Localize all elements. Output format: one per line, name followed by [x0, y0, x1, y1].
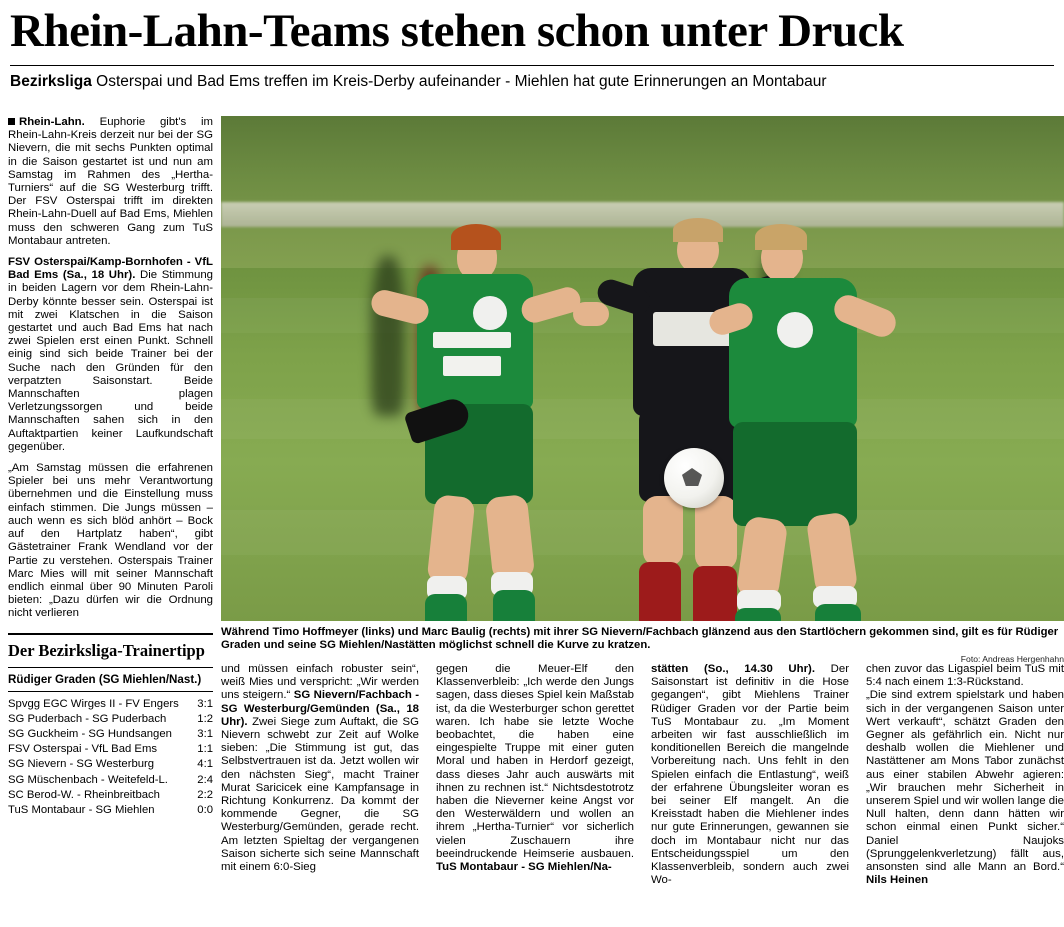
lower-column-1	[221, 663, 419, 887]
match-runin-osterspai: FSV Osterspai/Kamp-Bornhofen - VfL Bad Ems (Sa., 18 Uhr).	[8, 256, 213, 282]
tipp-divider-top	[8, 633, 213, 635]
player-left-hair	[451, 224, 501, 250]
square-bullet-icon	[8, 118, 15, 125]
lower-column-3	[651, 663, 849, 887]
table-row	[8, 727, 213, 742]
player-right-shorts	[733, 422, 857, 526]
article-author: Nils Heinen	[866, 874, 929, 887]
match-score: 4:1	[197, 758, 213, 771]
player-center-leg	[643, 496, 683, 566]
paragraph-quote: „Am Samstag müssen die erfahrenen Spieler bei uns mehr Verantwortung übernehmen und die Einstellung muss einfach stimmen. Die Jungs müssen – auch wenn es sich blöd anhört – Bock auf den Hartplatz haben“, gibt Gästetrainer Frank Wendland vor der Partie zu verstehen. Osterspais Trainer Marc Mies will mit seiner Mannschaft endlich einmal über 90 Minuten Paroli bieten: „Dazu dürfen wir die Ordnung nicht verlieren	[8, 462, 213, 620]
headline-divider	[10, 65, 1054, 66]
lower-c3-text	[651, 663, 849, 887]
tipp-trainer-name: Rüdiger Graden (SG Miehlen/Nast.)	[8, 672, 202, 686]
table-row	[8, 788, 213, 803]
left-column	[8, 116, 213, 818]
match-label: SC Berod-W. - Rheinbreitbach	[8, 788, 160, 801]
match-label: TuS Montabaur - SG Miehlen	[8, 803, 155, 816]
paragraph-intro-text: Euphorie gibt's im Rhein-Lahn-Kreis derzeit nur bei der SG Nievern, die mit sechs Punkten optimal in die Saison gestartet ist und nun am Samstag im Rahmen des „Hertha-Turniers“ auf die SG Westerburg trifft. Der FSV Osterspai trifft im direkten Rhein-Lahn-Duell auf Bad Ems, Miehlen muss den schweren Gang zum TuS Montabaur antreten.	[8, 116, 213, 247]
player-center-hair	[673, 218, 723, 242]
player-right-sock	[735, 608, 781, 621]
tipp-divider-mid	[8, 667, 213, 668]
player-left-sock	[425, 594, 467, 621]
photo-caption: Während Timo Hoffmeyer (links) und Marc Baulig (rechts) mit ihrer SG Nievern/Fachbach glänzend aus den Startlöchern gekommen sind, gilt es für Rüdiger Graden und seine SG Miehlen/Nastätten möglichst schnell die Kurve zu kratzen.	[221, 626, 1059, 652]
match-label: Spvgg EGC Wirges II - FV Engers	[8, 697, 179, 710]
match-score: 3:1	[197, 727, 213, 740]
match-runin-nievern: SG Nievern/Fachbach - SG Westerburg/Gemünden (Sa., 18 Uhr).	[221, 689, 420, 728]
match-runin-montabaur: TuS Montabaur - SG Miehlen/Na-	[436, 861, 612, 874]
page-title: Rhein-Lahn-Teams stehen schon unter Druck	[10, 5, 904, 57]
dateline: Rhein-Lahn.	[19, 116, 85, 128]
tipp-divider-bottom	[8, 691, 213, 692]
table-row	[8, 697, 213, 712]
player-right-badge	[777, 312, 813, 348]
table-row	[8, 757, 213, 772]
match-label: SG Müschenbach - Weitefeld-L.	[8, 773, 168, 786]
paragraph-osterspai	[8, 256, 213, 454]
lower-c3-part1: Der Saisonstart ist definitiv in die Hose gegangen“, gibt Miehlens Trainer Rüdiger Graden vor der Partie beim TuS Montabaur zu. „Im Moment arbeiten wir fast ausschließlich im konditionellen Bereich die mangelnde Vorbereitung nach. Uns fehlt in den Spielen einfach die Entlastung“, weiß der erfahrene Übungsleiter woran es bei seiner Elf mangelt. An die Kreisstadt haben die Miehlener indes nur gute Erinnerungen, gewannen sie doch im Montabaur nicht nur das Entscheidungsspiel um den Klassenverbleib, sondern auch zwei Wo-	[651, 663, 849, 887]
table-row	[8, 772, 213, 787]
lower-c4-text	[866, 663, 1064, 689]
player-right-hair	[755, 224, 807, 250]
lower-c1-part1: und müssen einfach robuster sein“, weiß Mies und verspricht: „Wir werden uns steigern.“	[221, 663, 419, 702]
table-row	[8, 712, 213, 727]
lower-column-4	[866, 663, 1064, 887]
match-score: 3:1	[197, 697, 213, 710]
photo-block	[221, 116, 1064, 664]
player-center-sock	[639, 562, 681, 621]
tipp-results-table	[8, 697, 213, 819]
lower-c1-text	[221, 663, 419, 874]
match-score: 1:1	[197, 743, 213, 756]
match-score: 0:0	[197, 803, 213, 816]
match-score: 2:4	[197, 773, 213, 786]
paragraph-osterspai-text: Die Stimmung in beiden Lagern vor dem Rhein-Lahn-Derby könnte besser sein. Osterspai ist mit zwei Klatschen in die Saison gestartet und auch Bad Ems hat nach zwei Spielen erst einen Punkt. Schnell einig sind sich beide Trainer bei der Suche nach den Gründen für den verpatzten Saisonstart. Beide Mannschaften plagen Verletzungssorgen und beide Mannschaften sahen sich in den Auftaktpartien keiner Laufkundschaft gegenüber.	[8, 269, 213, 453]
lower-c4-part1: chen zuvor das Ligaspiel beim TuS mit 5:4 nach einem 1:3-Rückstand.	[866, 663, 1064, 689]
table-row	[8, 742, 213, 757]
photo-credit: Foto: Andreas Hergenhahn	[960, 654, 1064, 665]
match-label: SG Nievern - SG Westerburg	[8, 758, 155, 771]
subheadline-text: Osterspai und Bad Ems treffen im Kreis-Derby aufeinander - Miehlen hat gute Erinnerungen an Montabaur	[96, 73, 827, 90]
player-left-sponsor	[433, 332, 511, 348]
soccer-ball	[664, 448, 724, 508]
player-center-sock-2	[693, 566, 737, 621]
subheadline	[10, 73, 1054, 91]
background-figure	[371, 256, 405, 416]
lower-c2-part1: gegen die Meuer-Elf den Klassenverbleib: „Ich werde den Jungs sagen, dass dieses Spiel kein Maßstab ist, da die Westerburger schon gerettet waren. Ich habe sie letzte Woche beobachtet, die haben eine eingespielte Truppe mit einer guten Moral und haben in Herdorf gezeigt, dass dieses Jahr auch auswärts mit ihnen zu rechnen ist.“ Nichtsdestotrotz haben die Nieverner keine Angst vor den Westerwäldern und wollen an ihrem „Hertha-Turnier“ vor sicherlich vielen Zuschauern ihre beeindruckende Heimserie ausbauen.	[436, 663, 634, 860]
player-left-badge	[473, 296, 507, 330]
player-left-leg-2	[485, 494, 536, 582]
player-left-sock-2	[493, 590, 535, 621]
player-right-sock-2	[815, 604, 861, 621]
lower-columns	[221, 663, 1064, 887]
article-body	[8, 116, 1064, 927]
match-score: 1:2	[197, 712, 213, 725]
player-center-hand	[573, 302, 609, 326]
lower-c1-part2: Zwei Siege zum Auftakt, die SG Nievern schwebt zur Zeit auf Wolke sieben: „Die Stimmung ist gut, das Selbstvertrauen ist da. Jetzt wollen wir den nächsten Sieg“, macht Trainer Murat Saricicek eine Kampfansage in Richtung Konkurrenz. Da kommt der kommende Gegner, die SG Westerburg/Gemünden, gerade recht. Am letzten Spieltag der vergangenen Saison sicherte sich seine Mannschaft mit einem 6:0-Sieg	[221, 715, 419, 874]
lower-c4-text-2	[866, 689, 1064, 887]
match-label: SG Puderbach - SG Puderbach	[8, 712, 167, 725]
subheadline-lead: Bezirksliga	[10, 73, 92, 90]
photo-fence	[221, 202, 1064, 227]
tipp-title: Der Bezirksliga-Trainertipp	[8, 640, 205, 660]
lower-column-2	[436, 663, 634, 887]
paragraph-intro	[8, 116, 213, 248]
lower-c4-part2: „Die sind extrem spielstark und haben sich in der vergangenen Saison unter Wert verkauft“, schätzt Graden den Gegner als gefährlich ein. Nicht nur deshalb wollen die Miehlener und Nastättener am Mons Tabor zunächst aus einer stabilen Abwehr agieren: „Wir brauchen mehr Sicherheit in unserem Spiel und wir wollen lange die Null halten, denn dann hätten wir schon einmal einen Punkt sicher.“ Daniel Naujoks (Sprunggelenkverletzung) fällt aus, ansonsten sind alle Mann an Bord.“	[866, 689, 1064, 874]
newspaper-page	[0, 5, 1064, 927]
match-label: FSV Osterspai - VfL Bad Ems	[8, 743, 157, 756]
article-photo	[221, 116, 1064, 621]
match-score: 2:2	[197, 788, 213, 801]
match-runin-nastaetten: stätten (So., 14.30 Uhr).	[651, 663, 815, 675]
match-label: SG Guckheim - SG Hundsangen	[8, 727, 172, 740]
trainertipp-box	[8, 633, 213, 819]
tipp-results-body	[8, 697, 213, 819]
player-left-sponsor-2	[443, 356, 501, 376]
lower-c2-text	[436, 663, 634, 874]
table-row	[8, 803, 213, 818]
